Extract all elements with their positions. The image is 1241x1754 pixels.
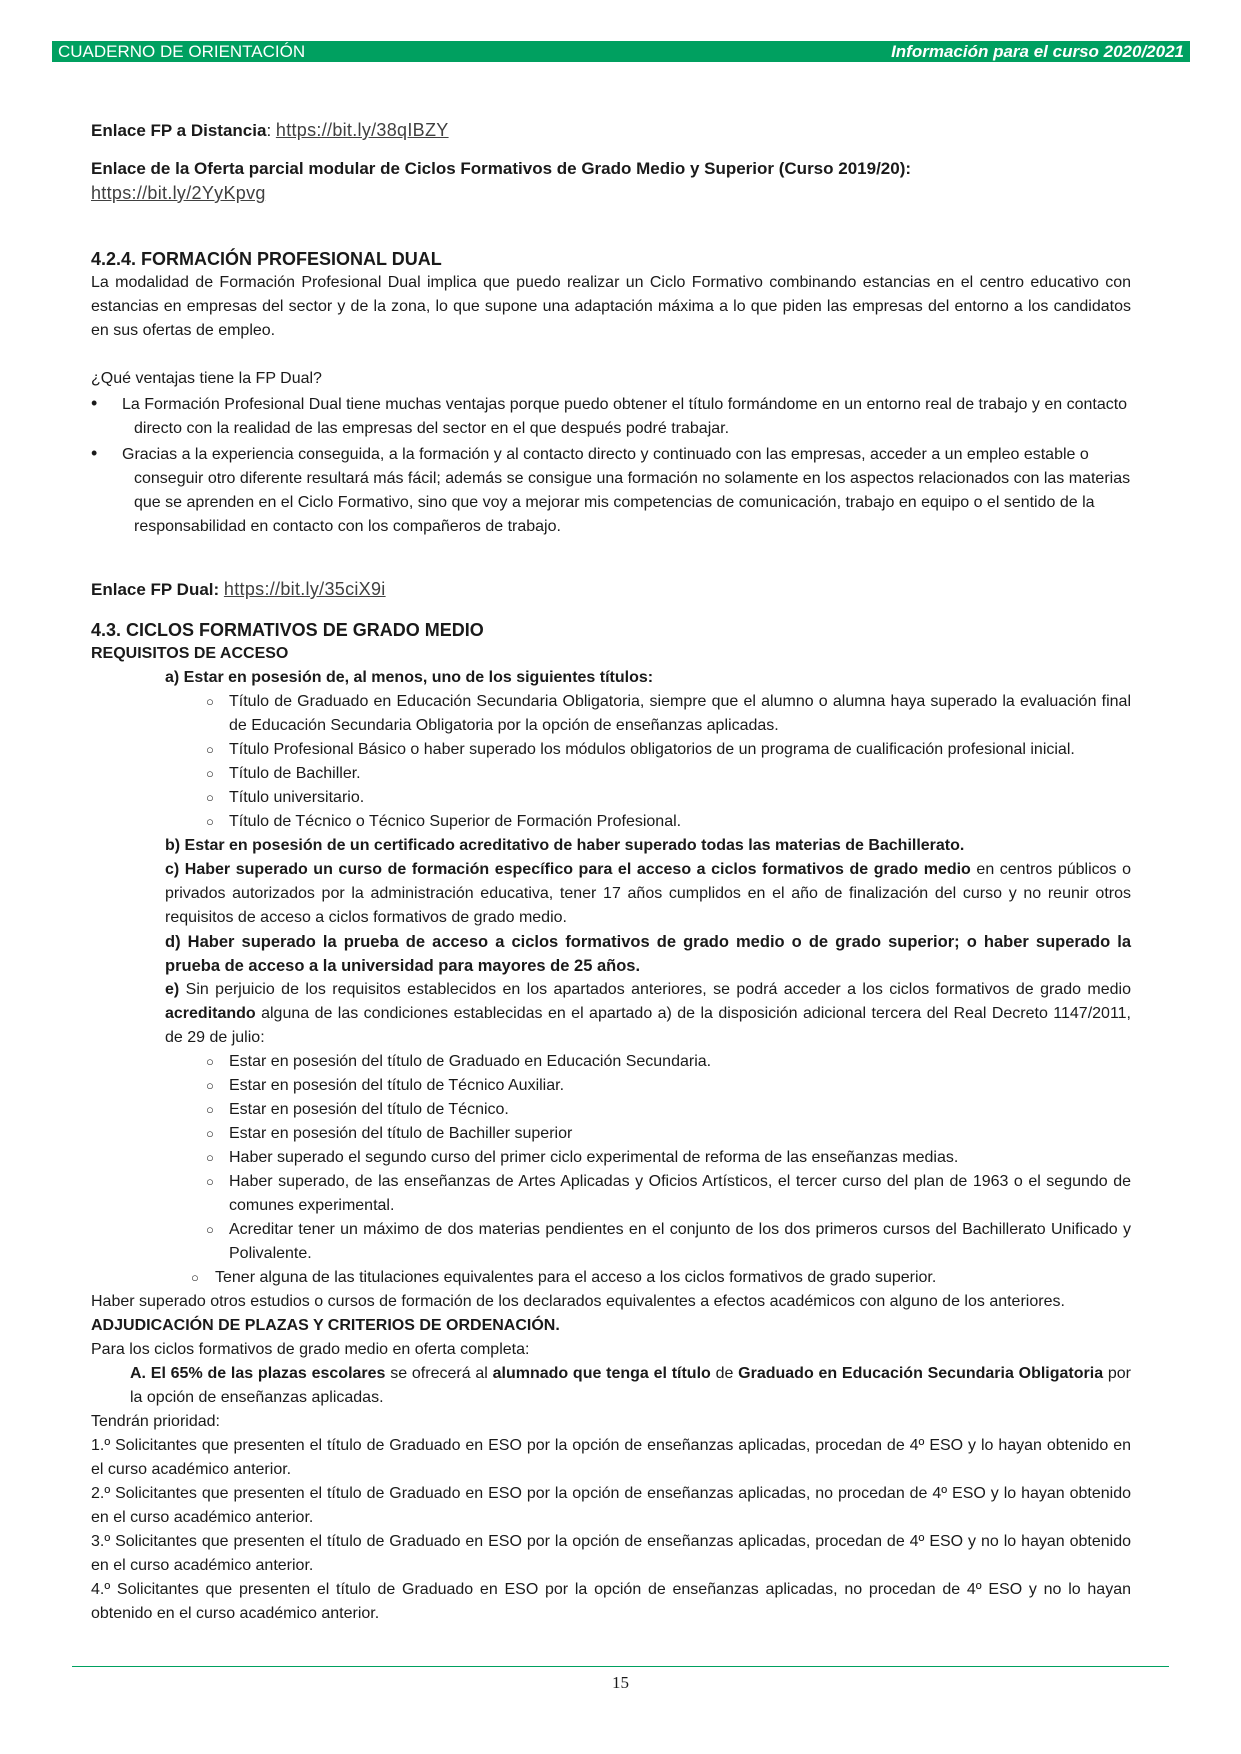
adjudicacion-heading: ADJUDICACIÓN DE PLAZAS Y CRITERIOS DE ORDENACIÓN. (91, 1317, 560, 1334)
oferta-parcial-line (91, 181, 1131, 207)
circle-bullet-icon: ○ (206, 1222, 214, 1237)
header-course: Información para el curso 2020/2021 (891, 42, 1184, 61)
circle-bullet-icon: ○ (206, 1054, 214, 1069)
circle-bullet-icon: ○ (206, 790, 214, 805)
prioridad-label: Tendrán prioridad: (91, 1413, 220, 1430)
requisito-d: d) Haber superado la prueba de acceso a ciclos formativos de grado medio o de grado superior; o haber superado la prueba de acceso a la universidad para mayores de 25 años. (165, 933, 1131, 975)
requisito-c: c) Haber superado un curso de formación específico para el acceso a ciclos formativos de grado medio en centros públicos o privados autorizados por la administración educativa, tener 17 años cumplidos en el año de finalización del curso y no reunir otros requisitos de acceso a ciclos formativos de grado medio. (165, 861, 1131, 926)
otros-estudios: Haber superado otros estudios o cursos de formación de los declarados equivalentes a efectos académicos con alguno de los anteriores. (91, 1293, 1065, 1310)
list-item: ○ Estar en posesión del título de Técnico Auxiliar. (91, 1074, 1131, 1098)
list-item: ○ Título de Bachiller. (91, 762, 1131, 786)
prioridad-2: 2.º Solicitantes que presenten el título de Graduado en ESO por la opción de enseñanzas aplicadas, no procedan de 4º ESO y lo hayan obtenido en el curso académico anterior. (91, 1485, 1131, 1526)
dual-intro: La modalidad de Formación Profesional Dual implica que puedo realizar un Ciclo Formativo combinando estancias en el centro educativo con estancias en empresas del sector y de la zona, lo que supone una adaptación máxima a lo que piden las empresas del entorno a los candidatos en sus ofertas de empleo. (91, 274, 1131, 339)
circle-bullet-icon: ○ (206, 1102, 214, 1117)
circle-bullet-icon: ○ (191, 1270, 199, 1285)
prioridad-3: 3.º Solicitantes que presenten el título de Graduado en ESO por la opción de enseñanzas aplicadas, procedan de 4º ESO y no lo hayan obtenido en el curso académico anterior. (91, 1533, 1131, 1574)
circle-bullet-icon: ○ (206, 694, 214, 709)
list-item: ○ Título de Graduado en Educación Secundaria Obligatoria, siempre que el alumno o alumna haya superado la evaluación final de Educación Secundaria Obligatoria por la opción de enseñanzas aplicadas. (91, 690, 1131, 738)
oferta-parcial-label: Enlace de la Oferta parcial modular de Ciclos Formativos de Grado Medio y Superior (Curso 2019/20): (91, 159, 912, 178)
dual-heading: 4.2.4. FORMACIÓN PROFESIONAL DUAL (91, 249, 442, 269)
prioridad-1: 1.º Solicitantes que presenten el título de Graduado en ESO por la opción de enseñanzas aplicadas, procedan de 4º ESO y lo hayan obtenido en el curso académico anterior. (91, 1437, 1131, 1478)
header-title: CUADERNO DE ORIENTACIÓN (58, 42, 306, 61)
circle-bullet-icon: ○ (206, 766, 214, 781)
fp-dual-link[interactable]: https://bit.ly/35ciX9i (223, 579, 386, 599)
circle-bullet-icon: ○ (206, 1126, 214, 1141)
requisito-e-list (91, 1050, 1131, 1290)
list-item: • Gracias a la experiencia conseguida, a la formación y al contacto directo y continuado con las empresas, acceder a un empleo estable o conseguir otro diferente resultará más fácil; además se consigue una formación no solamente en los aspectos relacionados con las materias que se aprenden en el Ciclo Formativo, sino que voy a mejorar mis competencias de comunicación, trabajo en equipo o el sentido de la responsabilidad en contacto con los compañeros de trabajo. (91, 443, 1131, 535)
circle-bullet-icon: ○ (206, 742, 214, 757)
list-item: • La Formación Profesional Dual tiene muchas ventajas porque puedo obtener el título formándome en un entorno real de trabajo y en contacto directo con la realidad de las empresas del sector en el que después podré trabajar. (91, 393, 1128, 437)
circle-bullet-icon: ○ (206, 1150, 214, 1165)
fp-distancia-line: Enlace FP a Distancia: https://bit.ly/38qIBZY (91, 120, 449, 140)
oferta-parcial-link[interactable]: https://bit.ly/2YyKpvg (91, 183, 266, 203)
requisitos-heading: REQUISITOS DE ACCESO (91, 645, 289, 662)
list-item: ○ Estar en posesión del título de Técnico. (91, 1098, 1131, 1122)
bullet-icon: • (91, 443, 98, 463)
fp-dual-line (91, 577, 1131, 602)
requisito-e: e) Sin perjuicio de los requisitos establecidos en los apartados anteriores, se podrá acceder a los ciclos formativos de grado medio acreditando alguna de las condiciones establecidas en el apartado a) de la disposición adicional tercera del Real Decreto 1147/2011, de 29 de julio: (165, 981, 1131, 1046)
list-item: ○ Haber superado el segundo curso del primer ciclo experimental de reforma de las enseñanzas medias. (91, 1146, 1131, 1170)
list-item: ○ Estar en posesión del título de Bachiller superior (91, 1122, 1131, 1146)
circle-bullet-icon: ○ (206, 814, 214, 829)
page-header (52, 41, 1190, 62)
list-item: ○ Acreditar tener un máximo de dos materias pendientes en el conjunto de los dos primeros cursos del Bachillerato Unificado y Polivalente. (91, 1218, 1131, 1266)
document-body (91, 118, 1131, 1626)
circle-bullet-icon: ○ (206, 1078, 214, 1093)
list-item: ○ Tener alguna de las titulaciones equivalentes para el acceso a los ciclos formativos de grado superior. (91, 1266, 1131, 1290)
requisito-a-heading: a) Estar en posesión de, al menos, uno de los siguientes títulos: (165, 669, 654, 686)
list-item: ○ Título Profesional Básico o haber superado los módulos obligatorios de un programa de cualificación profesional inicial. (91, 738, 1131, 762)
list-item: ○ Título de Técnico o Técnico Superior de Formación Profesional. (91, 810, 1131, 834)
dual-question: ¿Qué ventajas tiene la FP Dual? (91, 370, 322, 387)
plazas-65: A. El 65% de las plazas escolares se ofrecerá al alumnado que tenga el título de Graduado en Educación Secundaria Obligatoria por la opción de enseñanzas aplicadas. (130, 1365, 1132, 1406)
fp-dual-label: Enlace FP Dual: (91, 580, 220, 599)
page-number: 15 (612, 1673, 629, 1692)
list-item: ○ Título universitario. (91, 786, 1131, 810)
grado-medio-heading: 4.3. CICLOS FORMATIVOS DE GRADO MEDIO (91, 620, 484, 640)
dual-advantages-list (91, 391, 1131, 539)
requisito-a-list (91, 690, 1131, 834)
bullet-icon: • (91, 393, 98, 413)
circle-bullet-icon: ○ (206, 1174, 214, 1189)
list-item: ○ Haber superado, de las enseñanzas de Artes Aplicadas y Oficios Artísticos, el tercer curso del plan de 1963 o el segundo de comunes experimental. (91, 1170, 1131, 1218)
prioridad-4: 4.º Solicitantes que presenten el título de Graduado en ESO por la opción de enseñanzas aplicadas, no procedan de 4º ESO y no lo hayan obtenido en el curso académico anterior. (91, 1581, 1131, 1622)
list-item: ○ Estar en posesión del título de Graduado en Educación Secundaria. (91, 1050, 1131, 1074)
fp-distancia-label: Enlace FP a Distancia (91, 121, 267, 140)
footer-divider (72, 1666, 1169, 1667)
oferta-completa: Para los ciclos formativos de grado medio en oferta completa: (91, 1341, 530, 1358)
fp-distancia-link[interactable]: https://bit.ly/38qIBZY (275, 120, 449, 140)
requisito-b: b) Estar en posesión de un certificado acreditativo de haber superado todas las materias de Bachillerato. (165, 837, 965, 854)
